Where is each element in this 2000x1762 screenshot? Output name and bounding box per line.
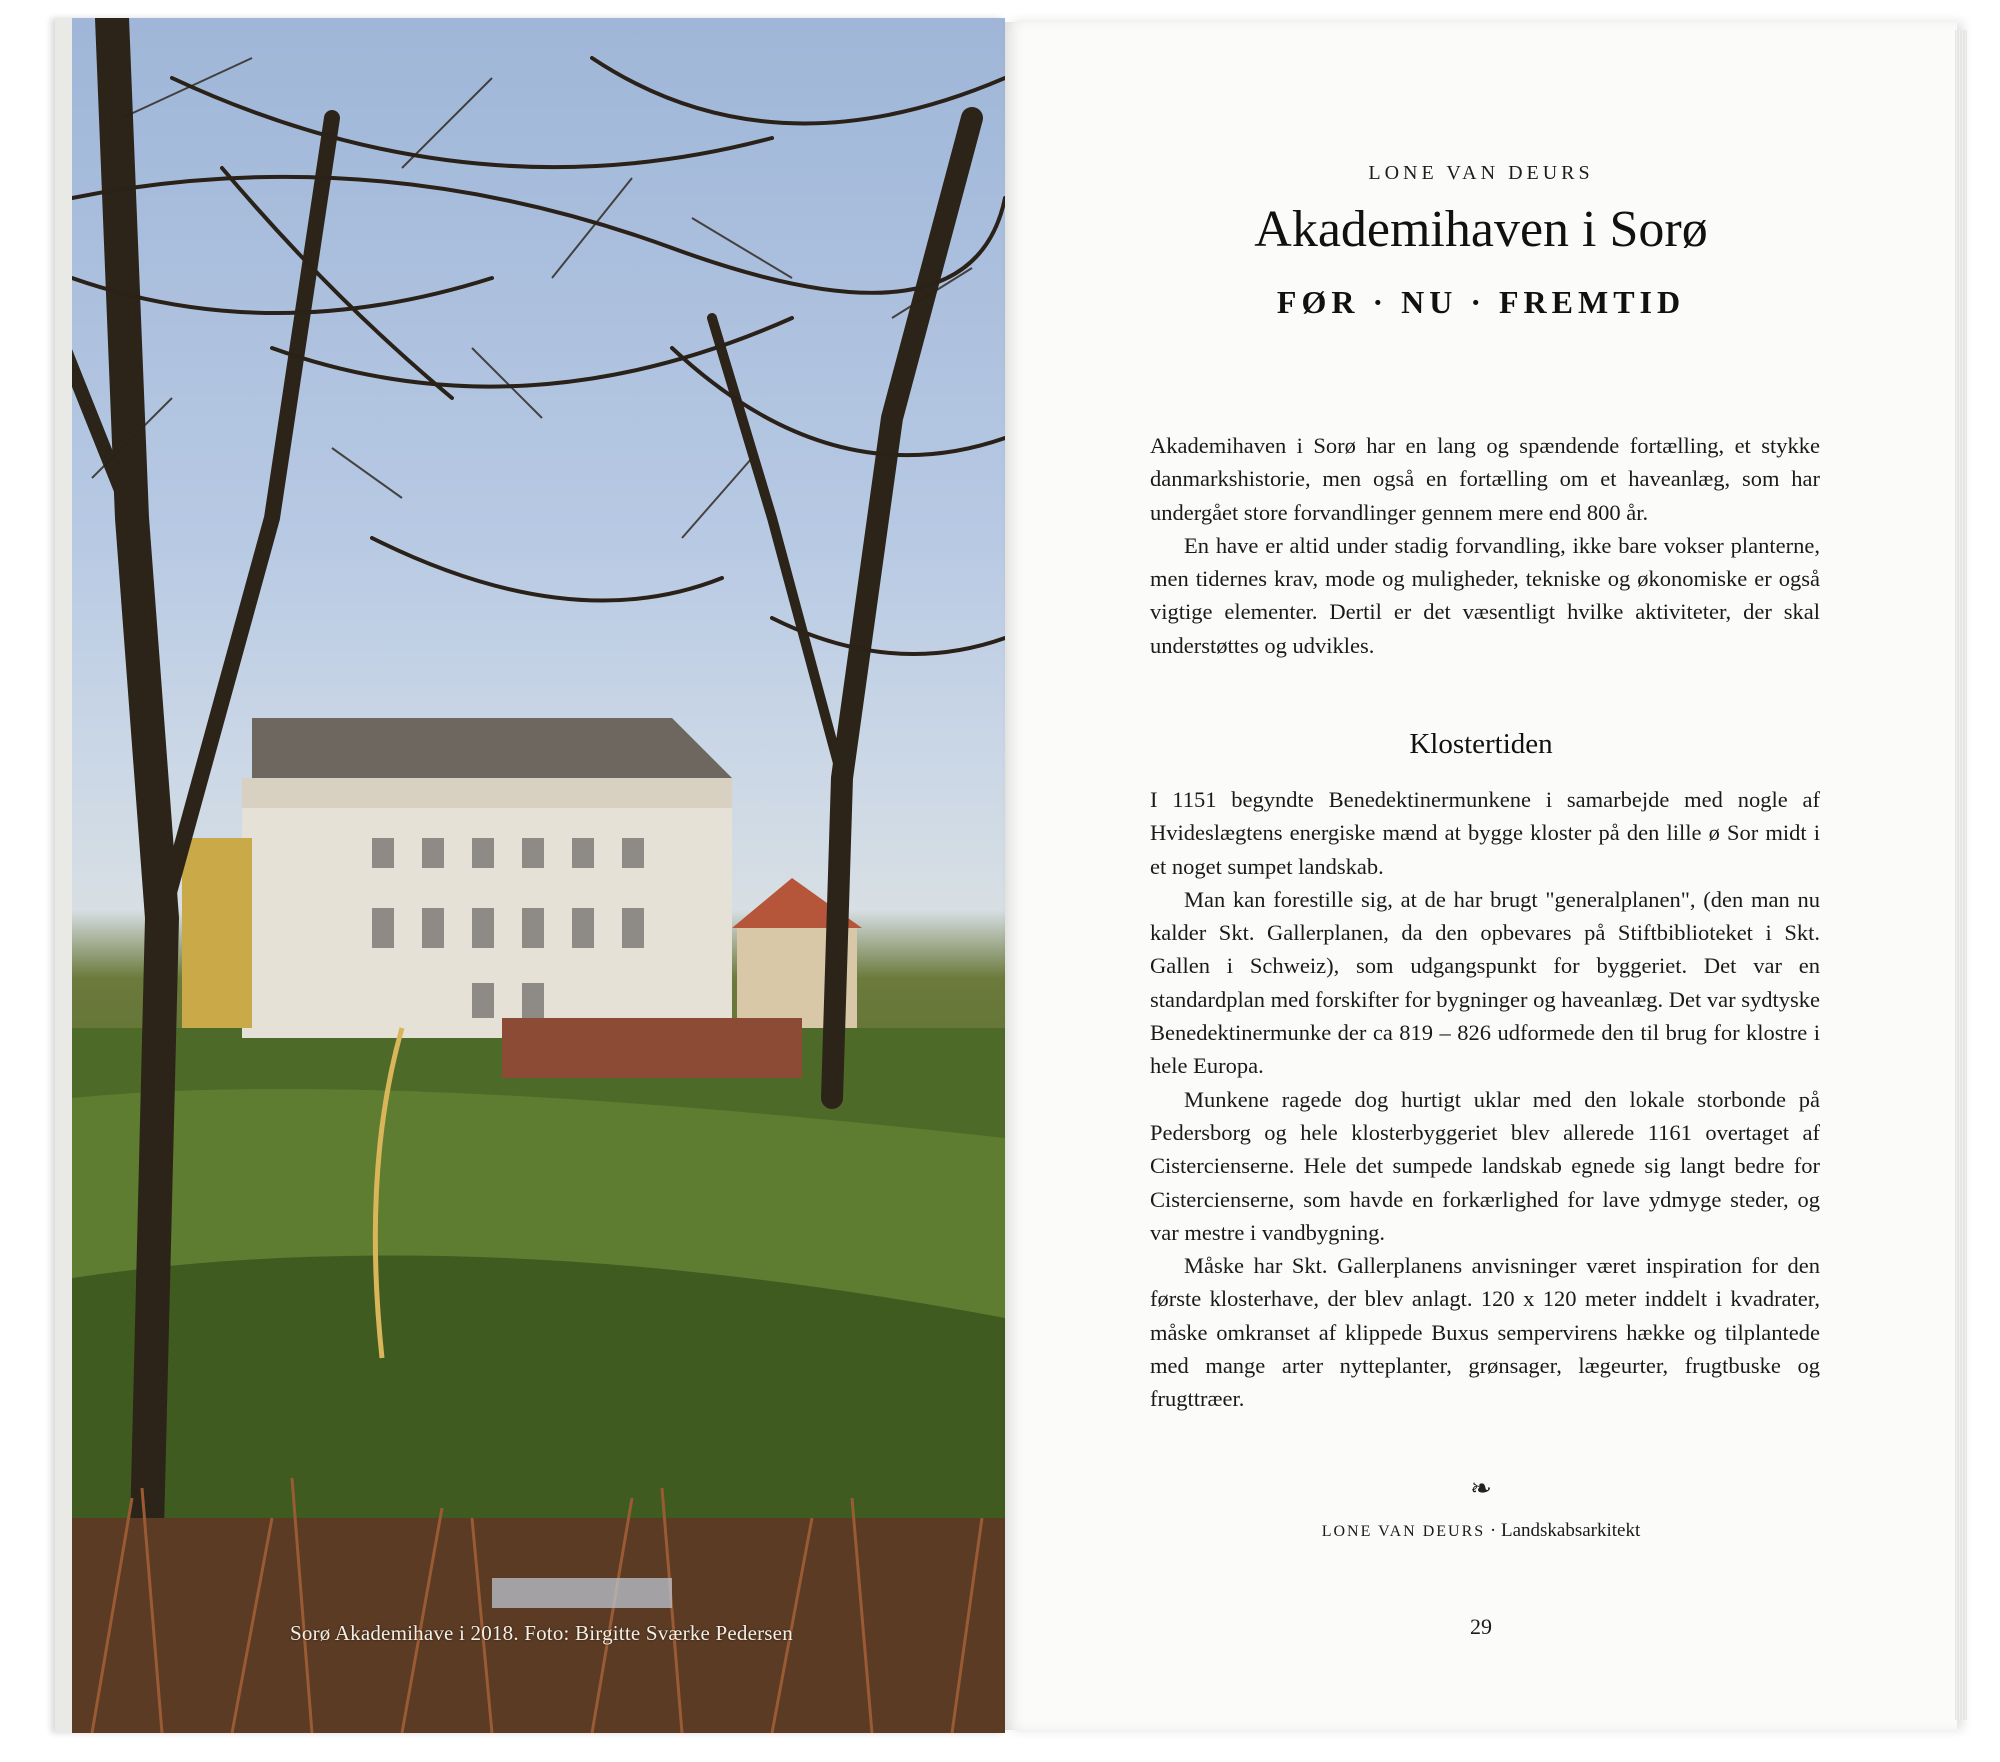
paragraph: En have er altid under stadig forvandling, ikke bare vokser planterne, men tidernes krav, mode og muligheder, tekniske og økonomiske er også vigtige elementer. Dertil er det væsentligt hvilke aktiviteter, der skal understøttes og udvikles.	[1150, 532, 1820, 658]
fleuron-icon: ❧	[1470, 1474, 1492, 1503]
paragraph: I 1151 begyndte Benedektinermunkene i samarbejde med nogle af Hvideslægtens energiske mænd at bygge kloster på den lille ø Sor midt i et noget sumpet landskab.	[1150, 787, 1820, 879]
garden-photo-illustration	[72, 18, 1005, 1733]
author-signature	[1005, 1520, 1957, 1542]
paragraph: Akademihaven i Sorø har en lang og spændende fortælling, et stykke danmarkshistorie, men også en fortælling om et haveanlæg, som har undergået store forvandlinger gennem mere end 800 år.	[1150, 433, 1820, 525]
section-heading: Klostertiden	[1409, 728, 1553, 760]
page-number: 29	[1470, 1614, 1492, 1639]
section-text	[1150, 783, 1820, 1416]
article-title: Akademihaven i Sorø	[1254, 201, 1708, 258]
page-edges	[1955, 30, 1967, 1720]
author-name: LONE VAN DEURS	[1368, 162, 1594, 184]
paragraph: Måske har Skt. Gallerplanens anvisninger været inspiration for den første klosterhave, der blev anlagt. 120 x 120 meter inddelt i kvadrater, måske omkranset af klippede Buxus sempervirens hække og tilplantede med mange arter nytteplanter, grønsager, lægeurter, frugtbuske og frugttræer.	[1150, 1253, 1820, 1412]
signature-name: LONE VAN DEURS	[1321, 1523, 1486, 1540]
right-page	[1005, 22, 1957, 1730]
article-subtitle: FØR · NU · FREMTID	[1276, 284, 1686, 320]
intro-text	[1150, 429, 1820, 662]
photo-caption: Sorø Akademihave i 2018. Foto: Birgitte Sværke Pedersen	[290, 1621, 793, 1645]
paragraph: Munkene ragede dog hurtigt uklar med den lokale storbonde på Pedersborg og hele klosterbyggeriet blev allerede 1161 overtaget af Cistercienserne. Hele det sumpede landskab egnede sig langt bedre for Cistercienserne, som havde en forkærlighed for lave ydmyge steder, og var mestre i vandbygning.	[1150, 1086, 1820, 1245]
paragraph: Man kan forestille sig, at de har brugt "generalplanen", (den man nu kalder Skt. Gallerplanen, da den opbevares på Stiftbiblioteket i Skt. Gallen i Schweiz), som udgangspunkt for byggeriet. Det var en standardplan med forskifter for bygninger og haveanlæg. Det var sydtyske Benedektinermunke der ca 819 – 826 udformede den til brug for klostre i hele Europa.	[1150, 886, 1820, 1079]
garden-photo	[72, 18, 1005, 1733]
signature-role: · Landskabsarkitekt	[1489, 1520, 1641, 1541]
